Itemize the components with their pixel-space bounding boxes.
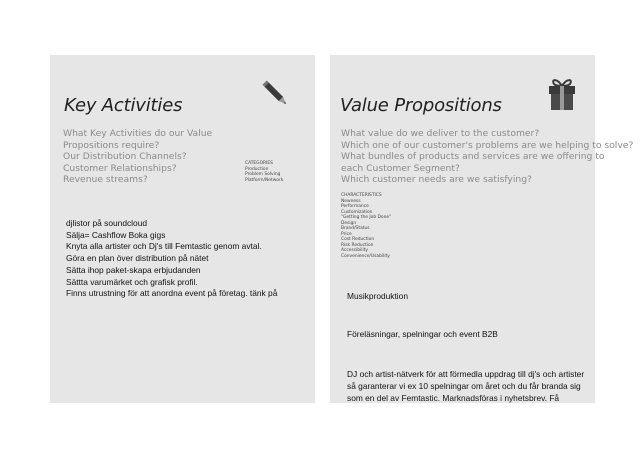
key-activities-notes — [66, 218, 277, 300]
note-line: Göra en plan över distribution på nätet — [66, 253, 209, 264]
key-activities-title: Key Activities — [64, 95, 183, 116]
question-line: Our Distribution Channels? — [63, 151, 187, 163]
category-item: Problem Solving — [245, 172, 281, 177]
question-line: Which one of our customer's problems are we helping to solve? — [341, 139, 634, 151]
characteristic-item: Accessibility — [341, 248, 369, 253]
characteristic-item: "Getting the Job Done" — [341, 215, 392, 220]
question-line: Revenue streams? — [63, 174, 148, 186]
value-propositions-title: Value Propositions — [340, 95, 502, 116]
question-line: each Customer Segment? — [341, 162, 460, 174]
question-line: Customer Relationships? — [63, 162, 177, 174]
value-propositions-card — [330, 55, 634, 403]
note-lectures-events: Föreläsningar, spelningar och event B2B — [347, 329, 498, 339]
category-item: Production — [245, 166, 269, 172]
question-line: Which customer needs are we satisfying? — [341, 174, 532, 186]
value-propositions-characteristics — [341, 193, 391, 259]
characteristic-item: Convenience/Usability — [341, 253, 390, 259]
note-line: Sättta varumärket och grafisk profil. — [66, 276, 198, 287]
paragraph-line: som en del av Femtastic. Marknadsföras i nyhetsbrev. Få — [347, 393, 560, 403]
key-activities-categories — [245, 161, 283, 183]
note-line: Sätta ihop paket-skapa erbjudanden — [66, 264, 201, 275]
paragraph-line: så garanterar vi ex 10 spelningar om året och du får branda sig — [347, 381, 581, 391]
pencil-icon — [261, 77, 291, 111]
value-propositions-questions — [341, 128, 633, 186]
category-item: Platform/Network — [245, 177, 284, 183]
gift-icon — [547, 76, 577, 112]
note-line: Sälja= Cashflow Boka gigs — [66, 229, 166, 240]
characteristic-item: Performance — [341, 204, 369, 209]
characteristic-item: Risk Reduction — [341, 242, 374, 248]
note-line: Finns utrustning för att anordna event på företag. tänk på — [66, 288, 278, 299]
question-line: Propositions require? — [63, 139, 160, 151]
note-music-production: Musikproduktion — [347, 291, 408, 301]
key-activities-questions — [63, 128, 212, 186]
characteristics-heading: CHARACTERISTICS — [341, 193, 382, 198]
paragraph-line: DJ och artist-nätverk för att förmedla uppdrag till dj's och artister — [347, 369, 585, 379]
question-line: What Key Activities do our Value — [63, 128, 213, 139]
characteristic-item: Customization — [341, 209, 373, 215]
note-line: Knyta alla artister och Dj's till Femtastic genom avtal. — [66, 241, 262, 252]
characteristic-item: Newness — [341, 198, 361, 204]
characteristic-item: Cost Reduction — [341, 237, 375, 242]
characteristic-item: Design — [341, 220, 357, 226]
key-activities-card — [50, 55, 315, 403]
note-line: djlistor på soundcloud — [66, 218, 148, 228]
categories-heading: CATEGORIES — [245, 161, 273, 166]
question-line: What bundles of products and services are we offering to — [341, 151, 605, 163]
note-paragraph — [347, 368, 584, 404]
question-line: What value do we deliver to the customer? — [341, 128, 540, 139]
characteristic-item: Price — [341, 231, 352, 237]
characteristic-item: Brand/Status — [341, 226, 370, 231]
